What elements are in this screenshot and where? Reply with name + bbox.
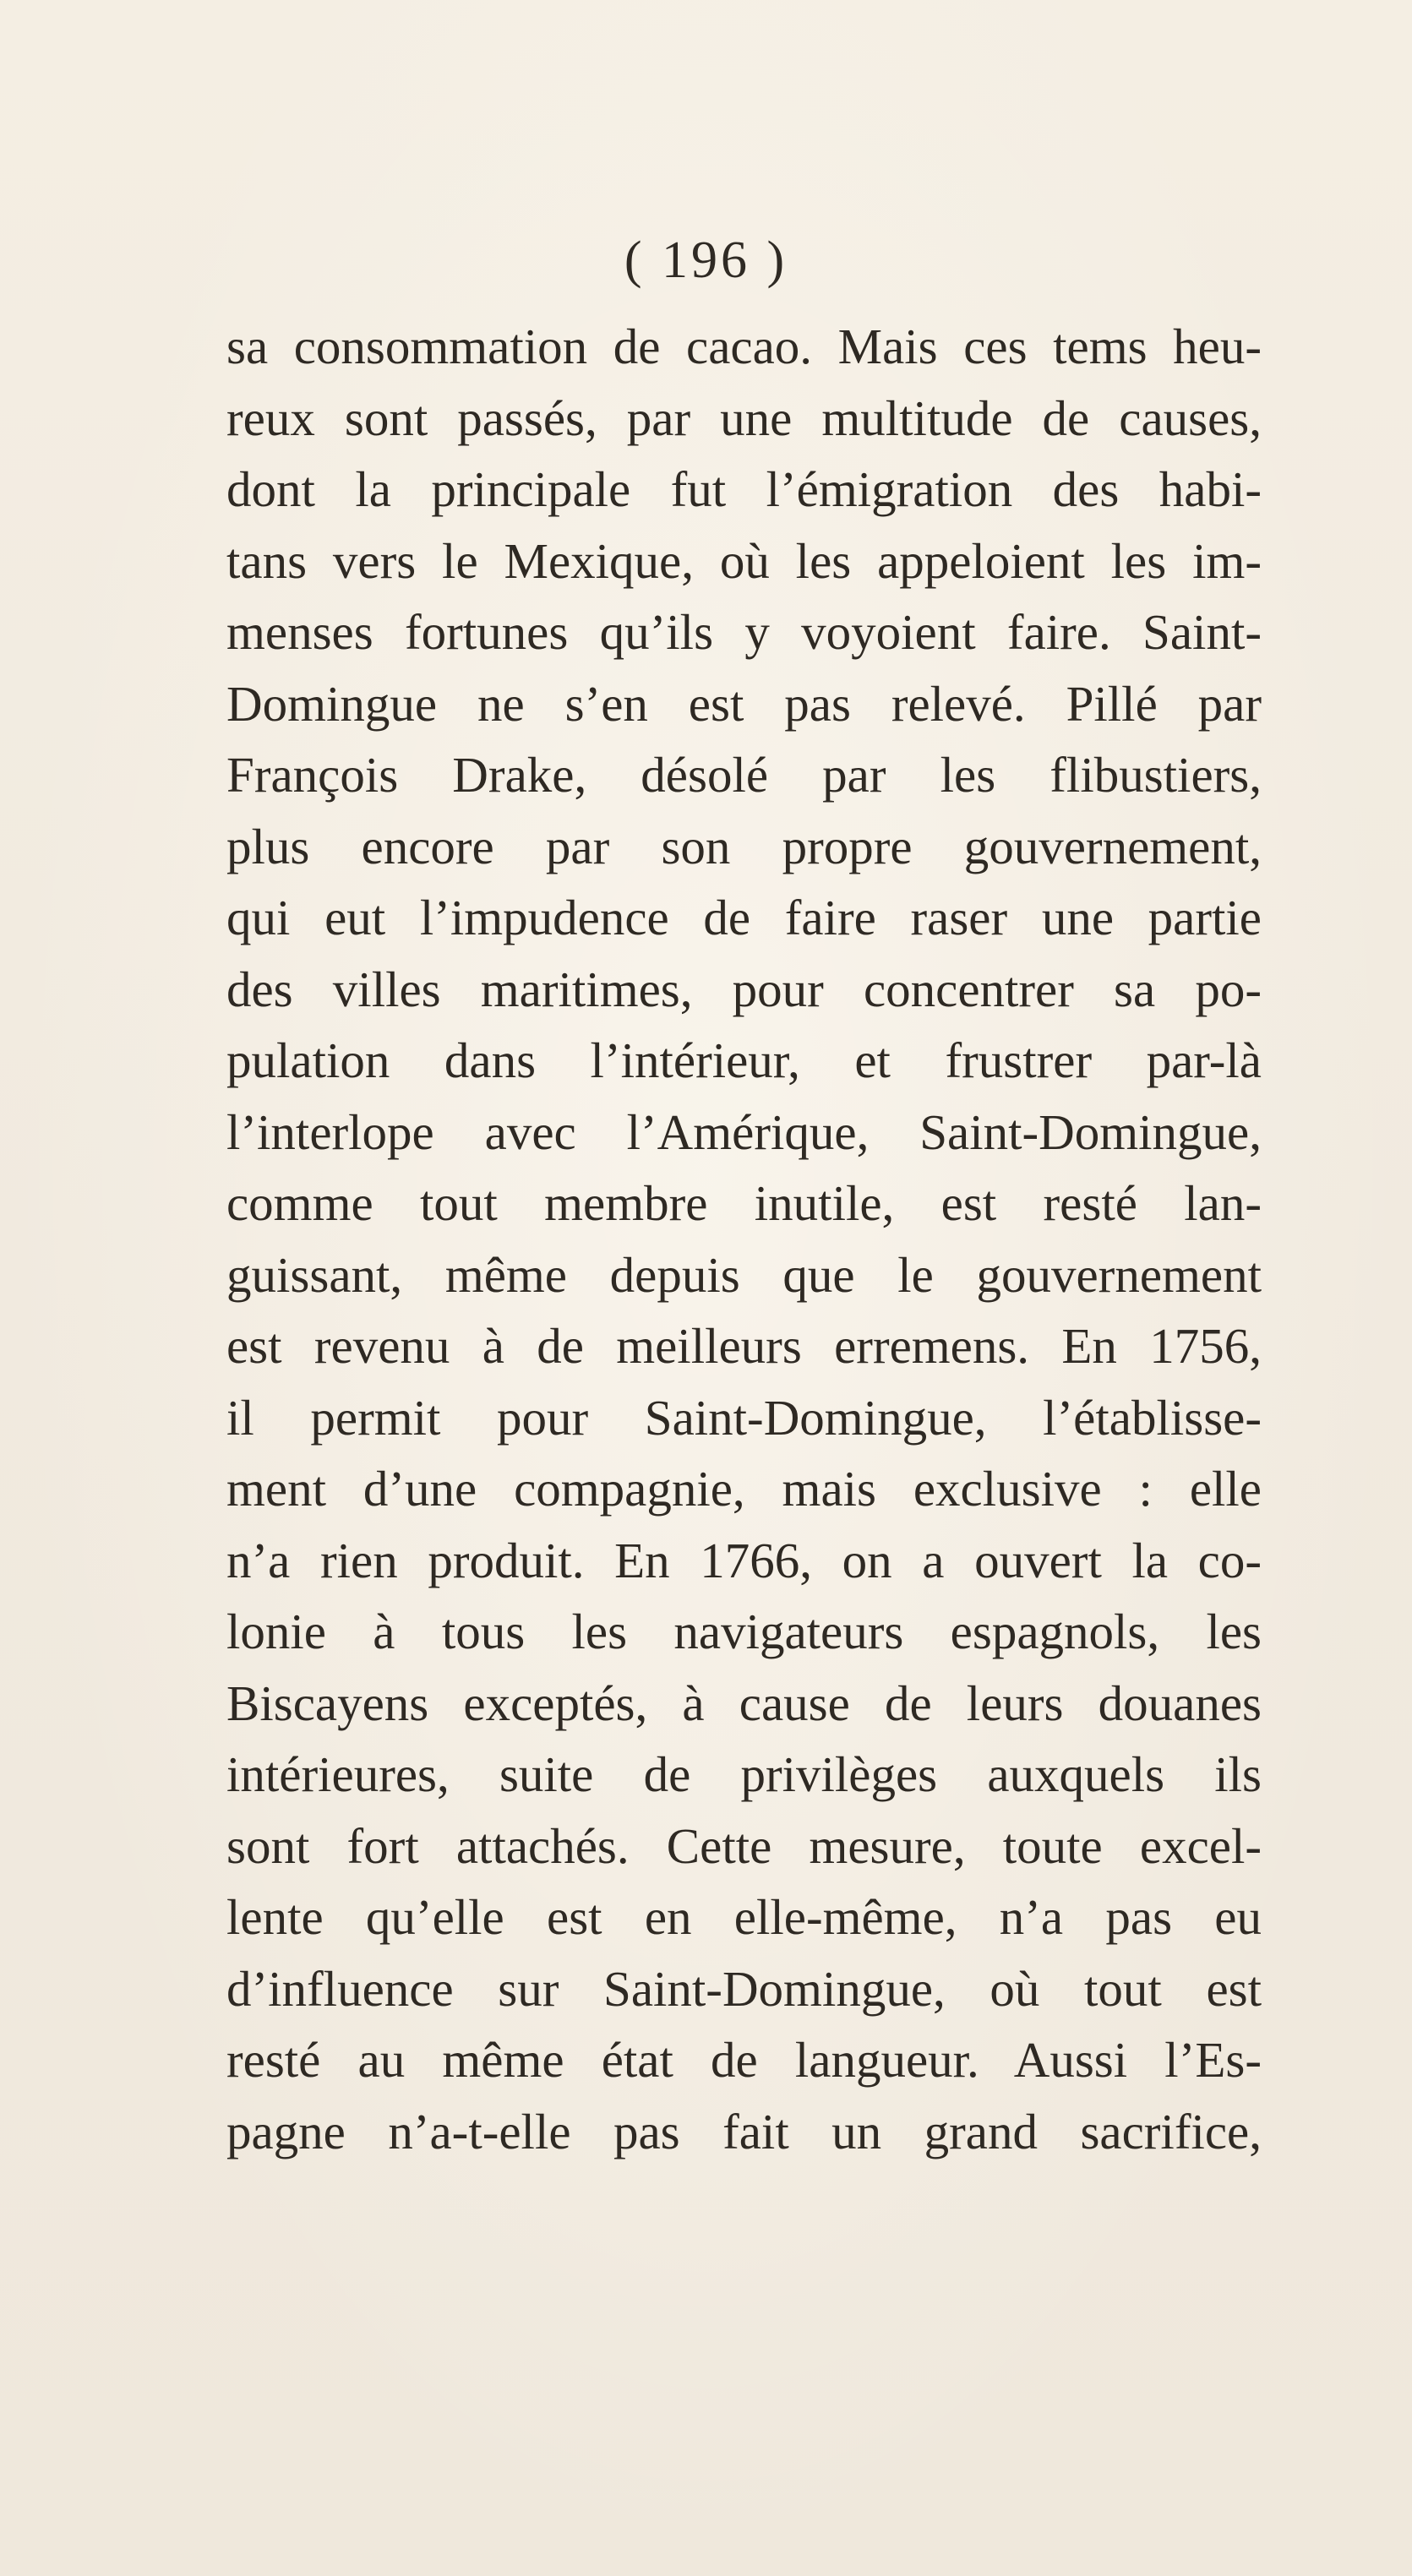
text-line: dont la principale fut l’émigration des habi- xyxy=(226,461,1262,517)
text-line: pagne n’a-t-elle pas fait un grand sacrifice, xyxy=(226,2103,1262,2159)
text-line: Domingue ne s’en est pas relevé. Pillé par xyxy=(226,675,1262,732)
body-text xyxy=(226,311,1262,2167)
text-line: comme tout membre inutile, est resté lan- xyxy=(226,1175,1262,1231)
text-line: ment d’une compagnie, mais exclusive : elle xyxy=(226,1461,1262,1517)
text-line: lente qu’elle est en elle-même, n’a pas eu xyxy=(226,1889,1262,1945)
text-line: plus encore par son propre gouvernement, xyxy=(226,818,1262,874)
text-line: guissant, même depuis que le gouvernement xyxy=(226,1246,1262,1303)
page-number: ( 196 ) xyxy=(624,231,788,289)
text-line: lonie à tous les navigateurs espagnols, les xyxy=(226,1604,1262,1659)
text-line: intérieures, suite de privilèges auxquels ils xyxy=(226,1746,1262,1802)
text-line: François Drake, désolé par les flibustiers, xyxy=(226,747,1262,803)
text-line: pulation dans l’intérieur, et frustrer par-là xyxy=(226,1032,1262,1088)
text-line: Biscayens exceptés, à cause de leurs douanes xyxy=(226,1675,1262,1731)
text-line: d’influence sur Saint-Domingue, où tout est xyxy=(226,1960,1262,2017)
text-line: menses fortunes qu’ils y voyoient faire. Saint- xyxy=(226,604,1262,660)
text-line: reux sont passés, par une multitude de causes, xyxy=(226,389,1262,446)
text-line: des villes maritimes, pour concentrer sa po- xyxy=(226,961,1262,1017)
text-line: qui eut l’impudence de faire raser une partie xyxy=(226,890,1262,945)
text-line: sont fort attachés. Cette mesure, toute excel- xyxy=(226,1817,1262,1874)
text-line: l’interlope avec l’Amérique, Saint-Domingue, xyxy=(226,1103,1262,1160)
text-line: tans vers le Mexique, où les appeloient les im- xyxy=(226,532,1262,589)
text-line: resté au même état de langueur. Aussi l’Es- xyxy=(226,2032,1262,2088)
text-line: il permit pour Saint-Domingue, l’établisse- xyxy=(226,1389,1262,1446)
text-line: est revenu à de meilleurs erremens. En 1756, xyxy=(226,1318,1262,1374)
text-line: sa consommation de cacao. Mais ces tems heu- xyxy=(226,319,1262,374)
text-line: n’a rien produit. En 1766, on a ouvert la co- xyxy=(226,1532,1262,1588)
